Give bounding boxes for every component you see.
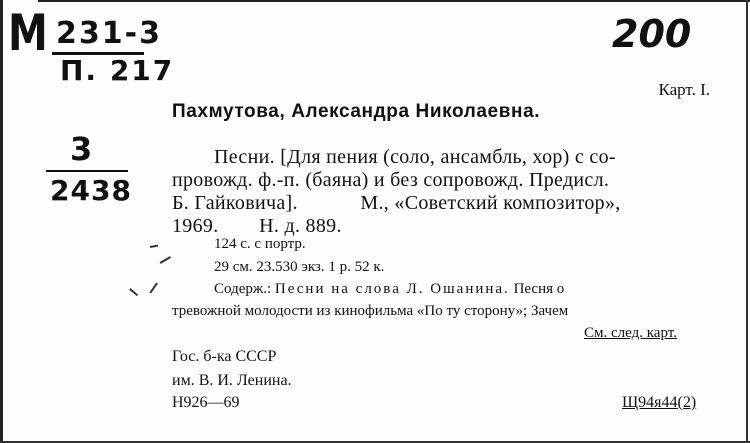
pencil-mark	[130, 288, 139, 296]
description-line-2: провожд. ф.-п. (баяна) и без сопровожд. Предисл.	[172, 169, 610, 191]
handwritten-letter: M	[8, 4, 48, 62]
description-line-1: Песни. [Для пения (соло, ансамбль, хор) с со-	[214, 146, 616, 168]
illustrator-text: Б. Гайковича].	[172, 192, 298, 214]
pencil-mark	[150, 245, 158, 248]
contents-line-2: тревожной молодости из кинофильма «По ту сторону»; Зачем	[172, 303, 569, 319]
handwritten-fraction-bottom: 2438	[50, 174, 132, 207]
description-line-4	[172, 215, 342, 238]
card-edge-top	[38, 0, 750, 2]
author-heading: Пахмутова, Александра Николаевна.	[172, 101, 541, 122]
card-edge-right	[746, 0, 748, 443]
description-line-3	[172, 192, 621, 215]
handwritten-fraction-top: 3	[70, 130, 93, 168]
contents-rest: Песня о	[513, 281, 565, 297]
pencil-mark	[149, 282, 157, 293]
handwritten-fraction-line	[46, 170, 128, 172]
contents-label: Содерж.:	[214, 281, 272, 297]
physical-pages: 124 с. с портр.	[214, 236, 306, 252]
library-code: Н926—69	[172, 394, 240, 411]
contents-spaced-title: Песни на слова Л. Ошанина.	[274, 281, 510, 297]
card-edge-left	[0, 0, 3, 443]
card-number: Карт. I.	[658, 80, 710, 99]
physical-size: 29 см. 23.530 экз. 1 р. 52 к.	[214, 259, 385, 275]
contents-line-1	[214, 281, 564, 298]
library-line-2: им. В. И. Ленина.	[172, 372, 292, 389]
number-text: Н. д. 889.	[259, 215, 342, 237]
continued-note: См. след. карт.	[584, 325, 677, 341]
handwritten-shelf-top: 231-3	[56, 16, 162, 51]
handwritten-shelf-bottom: П. 217	[60, 54, 175, 87]
classification-index: Щ94я44(2)	[622, 394, 697, 411]
year-text: 1969.	[172, 215, 219, 237]
library-line-1: Гос. б-ка СССР	[172, 348, 277, 365]
handwritten-top-number: 200	[612, 12, 692, 56]
pencil-mark	[160, 256, 171, 263]
publisher-text: М., «Советский композитор»,	[360, 192, 621, 214]
